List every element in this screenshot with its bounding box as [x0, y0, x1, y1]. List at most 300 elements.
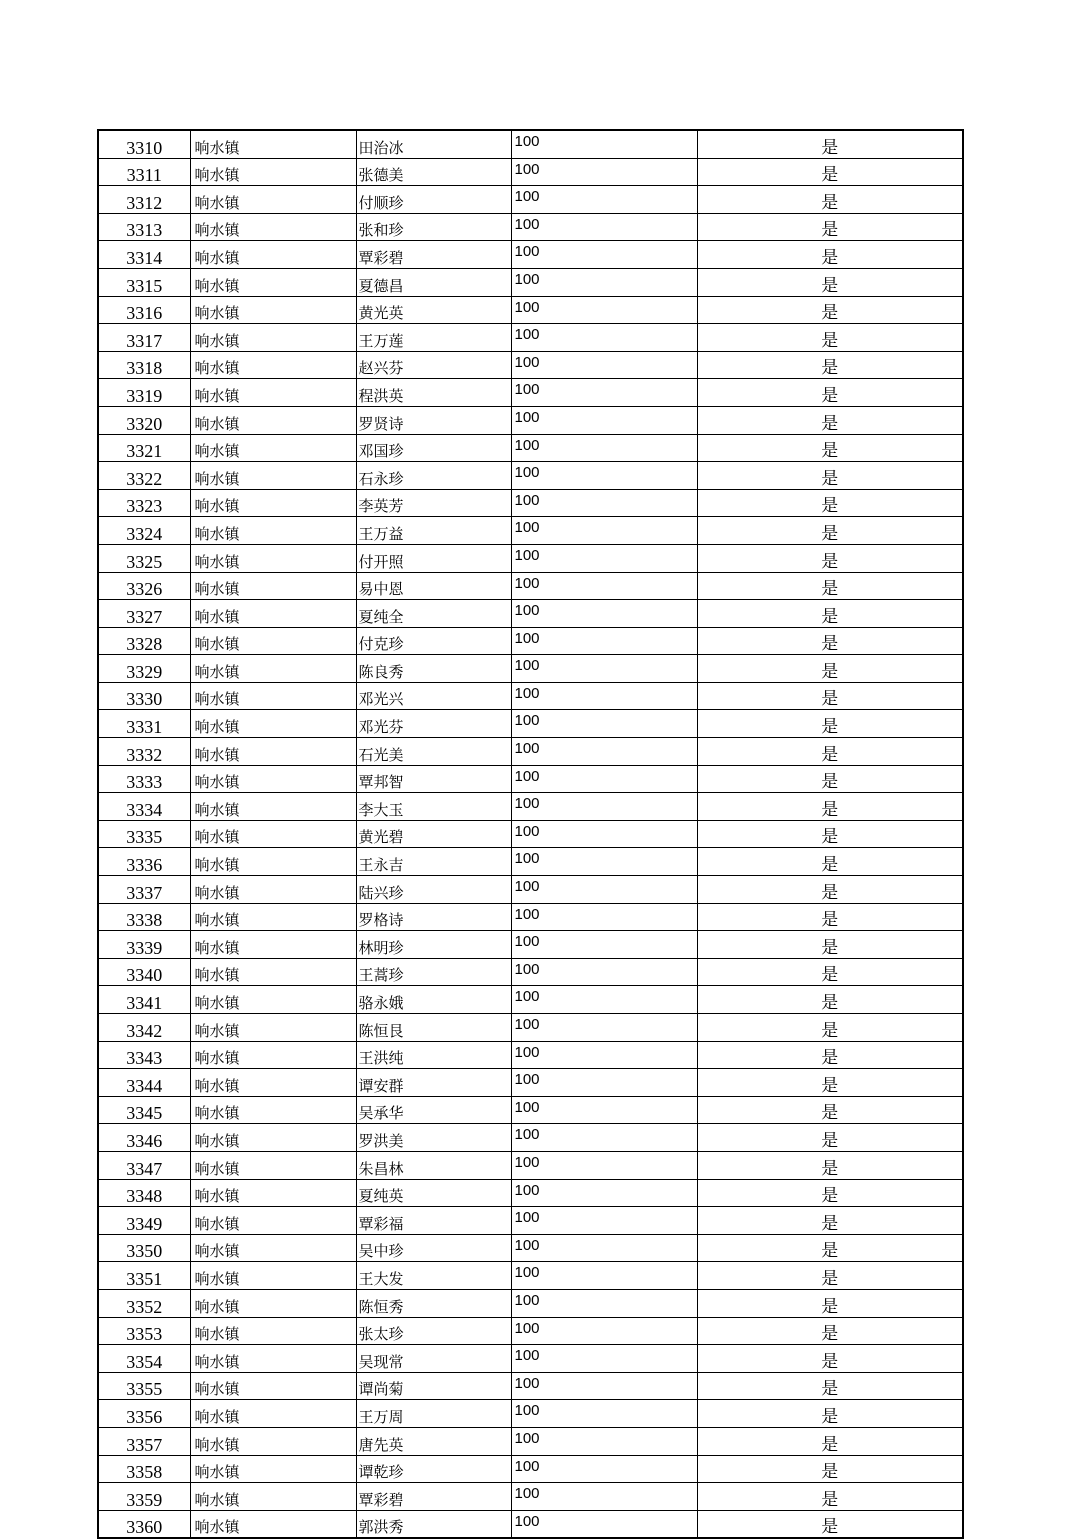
town-cell: 响水镇	[190, 1096, 356, 1124]
town-cell: 响水镇	[190, 876, 356, 904]
town-cell: 响水镇	[190, 682, 356, 710]
row-number-cell: 3332	[98, 738, 190, 766]
table-row	[98, 379, 963, 407]
amount-cell: 100	[511, 1096, 697, 1124]
amount-cell: 100	[511, 1510, 697, 1538]
table-row	[98, 1372, 963, 1400]
name-cell: 陈恒艮	[356, 1014, 511, 1042]
table-row	[98, 738, 963, 766]
table-row	[98, 268, 963, 296]
town-cell: 响水镇	[190, 986, 356, 1014]
name-cell: 谭尚菊	[356, 1372, 511, 1400]
flag-cell: 是	[697, 820, 963, 848]
table-row	[98, 931, 963, 959]
name-cell: 黄光英	[356, 296, 511, 324]
town-cell: 响水镇	[190, 324, 356, 352]
name-cell: 田治冰	[356, 130, 511, 158]
row-number-cell: 3325	[98, 544, 190, 572]
amount-cell: 100	[511, 793, 697, 821]
flag-cell: 是	[697, 682, 963, 710]
flag-cell: 是	[697, 1455, 963, 1483]
name-cell: 谭乾珍	[356, 1455, 511, 1483]
amount-cell: 100	[511, 1289, 697, 1317]
amount-cell: 100	[511, 186, 697, 214]
amount-cell: 100	[511, 848, 697, 876]
row-number-cell: 3340	[98, 958, 190, 986]
flag-cell: 是	[697, 406, 963, 434]
town-cell: 响水镇	[190, 1207, 356, 1235]
flag-cell: 是	[697, 434, 963, 462]
name-cell: 付顺珍	[356, 186, 511, 214]
flag-cell: 是	[697, 158, 963, 186]
table-row	[98, 903, 963, 931]
amount-cell: 100	[511, 1262, 697, 1290]
town-cell: 响水镇	[190, 1427, 356, 1455]
town-cell: 响水镇	[190, 765, 356, 793]
town-cell: 响水镇	[190, 489, 356, 517]
row-number-cell: 3311	[98, 158, 190, 186]
row-number-cell: 3341	[98, 986, 190, 1014]
flag-cell: 是	[697, 351, 963, 379]
name-cell: 张和珍	[356, 213, 511, 241]
flag-cell: 是	[697, 986, 963, 1014]
row-number-cell: 3349	[98, 1207, 190, 1235]
table-row	[98, 1151, 963, 1179]
amount-cell: 100	[511, 379, 697, 407]
row-number-cell: 3348	[98, 1179, 190, 1207]
town-cell: 响水镇	[190, 738, 356, 766]
town-cell: 响水镇	[190, 1179, 356, 1207]
row-number-cell: 3313	[98, 213, 190, 241]
row-number-cell: 3354	[98, 1345, 190, 1373]
flag-cell: 是	[697, 572, 963, 600]
flag-cell: 是	[697, 1179, 963, 1207]
row-number-cell: 3327	[98, 600, 190, 628]
table-row	[98, 986, 963, 1014]
name-cell: 王永吉	[356, 848, 511, 876]
flag-cell: 是	[697, 1041, 963, 1069]
amount-cell: 100	[511, 1041, 697, 1069]
amount-cell: 100	[511, 517, 697, 545]
row-number-cell: 3317	[98, 324, 190, 352]
row-number-cell: 3359	[98, 1483, 190, 1511]
town-cell: 响水镇	[190, 351, 356, 379]
row-number-cell: 3360	[98, 1510, 190, 1538]
flag-cell: 是	[697, 848, 963, 876]
flag-cell: 是	[697, 1372, 963, 1400]
name-cell: 罗洪美	[356, 1124, 511, 1152]
row-number-cell: 3345	[98, 1096, 190, 1124]
table-row	[98, 1234, 963, 1262]
table-row	[98, 820, 963, 848]
row-number-cell: 3338	[98, 903, 190, 931]
name-cell: 张德美	[356, 158, 511, 186]
town-cell: 响水镇	[190, 627, 356, 655]
row-number-cell: 3339	[98, 931, 190, 959]
amount-cell: 100	[511, 241, 697, 269]
name-cell: 付克珍	[356, 627, 511, 655]
row-number-cell: 3326	[98, 572, 190, 600]
name-cell: 黄光碧	[356, 820, 511, 848]
name-cell: 王万莲	[356, 324, 511, 352]
amount-cell: 100	[511, 1455, 697, 1483]
flag-cell: 是	[697, 1151, 963, 1179]
flag-cell: 是	[697, 793, 963, 821]
town-cell: 响水镇	[190, 1455, 356, 1483]
amount-cell: 100	[511, 434, 697, 462]
amount-cell: 100	[511, 1317, 697, 1345]
town-cell: 响水镇	[190, 1014, 356, 1042]
name-cell: 夏德昌	[356, 268, 511, 296]
table-row	[98, 848, 963, 876]
row-number-cell: 3353	[98, 1317, 190, 1345]
amount-cell: 100	[511, 600, 697, 628]
flag-cell: 是	[697, 462, 963, 490]
table-row	[98, 1483, 963, 1511]
amount-cell: 100	[511, 627, 697, 655]
amount-cell: 100	[511, 682, 697, 710]
row-number-cell: 3333	[98, 765, 190, 793]
flag-cell: 是	[697, 296, 963, 324]
row-number-cell: 3321	[98, 434, 190, 462]
town-cell: 响水镇	[190, 241, 356, 269]
town-cell: 响水镇	[190, 158, 356, 186]
amount-cell: 100	[511, 351, 697, 379]
name-cell: 覃彩福	[356, 1207, 511, 1235]
town-cell: 响水镇	[190, 572, 356, 600]
table-row	[98, 406, 963, 434]
name-cell: 石光美	[356, 738, 511, 766]
table-row	[98, 1069, 963, 1097]
name-cell: 郭洪秀	[356, 1510, 511, 1538]
table-row	[98, 434, 963, 462]
name-cell: 陈良秀	[356, 655, 511, 683]
town-cell: 响水镇	[190, 1289, 356, 1317]
flag-cell: 是	[697, 1510, 963, 1538]
town-cell: 响水镇	[190, 186, 356, 214]
table-row	[98, 1096, 963, 1124]
amount-cell: 100	[511, 324, 697, 352]
town-cell: 响水镇	[190, 903, 356, 931]
row-number-cell: 3344	[98, 1069, 190, 1097]
amount-cell: 100	[511, 986, 697, 1014]
table-row	[98, 1179, 963, 1207]
name-cell: 覃邦智	[356, 765, 511, 793]
name-cell: 王洪纯	[356, 1041, 511, 1069]
row-number-cell: 3315	[98, 268, 190, 296]
amount-cell: 100	[511, 820, 697, 848]
table-row	[98, 544, 963, 572]
row-number-cell: 3355	[98, 1372, 190, 1400]
town-cell: 响水镇	[190, 379, 356, 407]
row-number-cell: 3334	[98, 793, 190, 821]
town-cell: 响水镇	[190, 1124, 356, 1152]
name-cell: 吴承华	[356, 1096, 511, 1124]
table-row	[98, 1207, 963, 1235]
row-number-cell: 3323	[98, 489, 190, 517]
flag-cell: 是	[697, 1096, 963, 1124]
flag-cell: 是	[697, 186, 963, 214]
row-number-cell: 3331	[98, 710, 190, 738]
town-cell: 响水镇	[190, 820, 356, 848]
row-number-cell: 3342	[98, 1014, 190, 1042]
row-number-cell: 3329	[98, 655, 190, 683]
town-cell: 响水镇	[190, 958, 356, 986]
flag-cell: 是	[697, 655, 963, 683]
name-cell: 罗格诗	[356, 903, 511, 931]
amount-cell: 100	[511, 1014, 697, 1042]
amount-cell: 100	[511, 489, 697, 517]
name-cell: 邓国珍	[356, 434, 511, 462]
table-row	[98, 213, 963, 241]
row-number-cell: 3314	[98, 241, 190, 269]
name-cell: 唐先英	[356, 1427, 511, 1455]
amount-cell: 100	[511, 1427, 697, 1455]
flag-cell: 是	[697, 213, 963, 241]
amount-cell: 100	[511, 958, 697, 986]
table-row	[98, 241, 963, 269]
town-cell: 响水镇	[190, 544, 356, 572]
town-cell: 响水镇	[190, 1262, 356, 1290]
town-cell: 响水镇	[190, 296, 356, 324]
amount-cell: 100	[511, 544, 697, 572]
table-row	[98, 572, 963, 600]
amount-cell: 100	[511, 903, 697, 931]
flag-cell: 是	[697, 931, 963, 959]
table-row	[98, 600, 963, 628]
row-number-cell: 3320	[98, 406, 190, 434]
amount-cell: 100	[511, 268, 697, 296]
town-cell: 响水镇	[190, 268, 356, 296]
town-cell: 响水镇	[190, 848, 356, 876]
table-row	[98, 710, 963, 738]
table-row	[98, 351, 963, 379]
row-number-cell: 3356	[98, 1400, 190, 1428]
table-row	[98, 489, 963, 517]
table-row	[98, 765, 963, 793]
amount-cell: 100	[511, 1069, 697, 1097]
table-row	[98, 158, 963, 186]
table-row	[98, 1317, 963, 1345]
row-number-cell: 3337	[98, 876, 190, 904]
amount-cell: 100	[511, 876, 697, 904]
amount-cell: 100	[511, 655, 697, 683]
table-row	[98, 324, 963, 352]
table-row	[98, 1345, 963, 1373]
amount-cell: 100	[511, 296, 697, 324]
town-cell: 响水镇	[190, 406, 356, 434]
row-number-cell: 3330	[98, 682, 190, 710]
name-cell: 陆兴珍	[356, 876, 511, 904]
name-cell: 骆永娥	[356, 986, 511, 1014]
row-number-cell: 3346	[98, 1124, 190, 1152]
row-number-cell: 3318	[98, 351, 190, 379]
name-cell: 夏纯全	[356, 600, 511, 628]
flag-cell: 是	[697, 958, 963, 986]
name-cell: 覃彩碧	[356, 241, 511, 269]
town-cell: 响水镇	[190, 1345, 356, 1373]
flag-cell: 是	[697, 738, 963, 766]
flag-cell: 是	[697, 1317, 963, 1345]
town-cell: 响水镇	[190, 655, 356, 683]
name-cell: 赵兴芬	[356, 351, 511, 379]
town-cell: 响水镇	[190, 1234, 356, 1262]
flag-cell: 是	[697, 1289, 963, 1317]
name-cell: 王万益	[356, 517, 511, 545]
amount-cell: 100	[511, 158, 697, 186]
table-row	[98, 682, 963, 710]
table-body	[98, 130, 963, 1538]
amount-cell: 100	[511, 1234, 697, 1262]
flag-cell: 是	[697, 1262, 963, 1290]
row-number-cell: 3350	[98, 1234, 190, 1262]
row-number-cell: 3347	[98, 1151, 190, 1179]
town-cell: 响水镇	[190, 517, 356, 545]
amount-cell: 100	[511, 1483, 697, 1511]
town-cell: 响水镇	[190, 1041, 356, 1069]
amount-cell: 100	[511, 406, 697, 434]
amount-cell: 100	[511, 572, 697, 600]
data-table	[97, 129, 964, 1539]
town-cell: 响水镇	[190, 213, 356, 241]
flag-cell: 是	[697, 1124, 963, 1152]
row-number-cell: 3322	[98, 462, 190, 490]
name-cell: 邓光芬	[356, 710, 511, 738]
flag-cell: 是	[697, 1345, 963, 1373]
town-cell: 响水镇	[190, 1372, 356, 1400]
table-row	[98, 1289, 963, 1317]
name-cell: 石永珍	[356, 462, 511, 490]
amount-cell: 100	[511, 710, 697, 738]
table-row	[98, 130, 963, 158]
table-row	[98, 296, 963, 324]
table-row	[98, 1014, 963, 1042]
amount-cell: 100	[511, 1124, 697, 1152]
row-number-cell: 3324	[98, 517, 190, 545]
row-number-cell: 3328	[98, 627, 190, 655]
row-number-cell: 3310	[98, 130, 190, 158]
name-cell: 夏纯英	[356, 1179, 511, 1207]
table-row	[98, 655, 963, 683]
amount-cell: 100	[511, 1400, 697, 1428]
amount-cell: 100	[511, 1372, 697, 1400]
amount-cell: 100	[511, 213, 697, 241]
name-cell: 李英芳	[356, 489, 511, 517]
town-cell: 响水镇	[190, 1317, 356, 1345]
name-cell: 覃彩碧	[356, 1483, 511, 1511]
name-cell: 林明珍	[356, 931, 511, 959]
name-cell: 吴现常	[356, 1345, 511, 1373]
flag-cell: 是	[697, 600, 963, 628]
flag-cell: 是	[697, 268, 963, 296]
row-number-cell: 3335	[98, 820, 190, 848]
table-row	[98, 627, 963, 655]
town-cell: 响水镇	[190, 931, 356, 959]
flag-cell: 是	[697, 1207, 963, 1235]
town-cell: 响水镇	[190, 130, 356, 158]
name-cell: 易中恩	[356, 572, 511, 600]
town-cell: 响水镇	[190, 1483, 356, 1511]
row-number-cell: 3312	[98, 186, 190, 214]
amount-cell: 100	[511, 1179, 697, 1207]
name-cell: 谭安群	[356, 1069, 511, 1097]
flag-cell: 是	[697, 765, 963, 793]
row-number-cell: 3319	[98, 379, 190, 407]
table-row	[98, 1041, 963, 1069]
name-cell: 邓光兴	[356, 682, 511, 710]
name-cell: 王蒿珍	[356, 958, 511, 986]
town-cell: 响水镇	[190, 1400, 356, 1428]
row-number-cell: 3352	[98, 1289, 190, 1317]
table-row	[98, 958, 963, 986]
amount-cell: 100	[511, 1151, 697, 1179]
flag-cell: 是	[697, 130, 963, 158]
flag-cell: 是	[697, 241, 963, 269]
town-cell: 响水镇	[190, 1151, 356, 1179]
name-cell: 罗贤诗	[356, 406, 511, 434]
table-row	[98, 793, 963, 821]
name-cell: 李大玉	[356, 793, 511, 821]
flag-cell: 是	[697, 1400, 963, 1428]
town-cell: 响水镇	[190, 600, 356, 628]
flag-cell: 是	[697, 1014, 963, 1042]
row-number-cell: 3358	[98, 1455, 190, 1483]
row-number-cell: 3336	[98, 848, 190, 876]
town-cell: 响水镇	[190, 1069, 356, 1097]
flag-cell: 是	[697, 1427, 963, 1455]
table-row	[98, 1262, 963, 1290]
name-cell: 张太珍	[356, 1317, 511, 1345]
flag-cell: 是	[697, 903, 963, 931]
table-row	[98, 1510, 963, 1538]
flag-cell: 是	[697, 1483, 963, 1511]
name-cell: 朱昌林	[356, 1151, 511, 1179]
table-row	[98, 1400, 963, 1428]
town-cell: 响水镇	[190, 462, 356, 490]
flag-cell: 是	[697, 324, 963, 352]
flag-cell: 是	[697, 1234, 963, 1262]
row-number-cell: 3357	[98, 1427, 190, 1455]
amount-cell: 100	[511, 1345, 697, 1373]
amount-cell: 100	[511, 462, 697, 490]
name-cell: 付开照	[356, 544, 511, 572]
amount-cell: 100	[511, 765, 697, 793]
town-cell: 响水镇	[190, 1510, 356, 1538]
amount-cell: 100	[511, 931, 697, 959]
flag-cell: 是	[697, 710, 963, 738]
flag-cell: 是	[697, 876, 963, 904]
town-cell: 响水镇	[190, 710, 356, 738]
name-cell: 陈恒秀	[356, 1289, 511, 1317]
town-cell: 响水镇	[190, 434, 356, 462]
name-cell: 王大发	[356, 1262, 511, 1290]
town-cell: 响水镇	[190, 793, 356, 821]
flag-cell: 是	[697, 1069, 963, 1097]
row-number-cell: 3316	[98, 296, 190, 324]
row-number-cell: 3343	[98, 1041, 190, 1069]
table-row	[98, 462, 963, 490]
table-row	[98, 517, 963, 545]
amount-cell: 100	[511, 130, 697, 158]
flag-cell: 是	[697, 517, 963, 545]
row-number-cell: 3351	[98, 1262, 190, 1290]
table-row	[98, 1427, 963, 1455]
table-row	[98, 876, 963, 904]
amount-cell: 100	[511, 1207, 697, 1235]
table-row	[98, 1124, 963, 1152]
table-row	[98, 186, 963, 214]
flag-cell: 是	[697, 379, 963, 407]
